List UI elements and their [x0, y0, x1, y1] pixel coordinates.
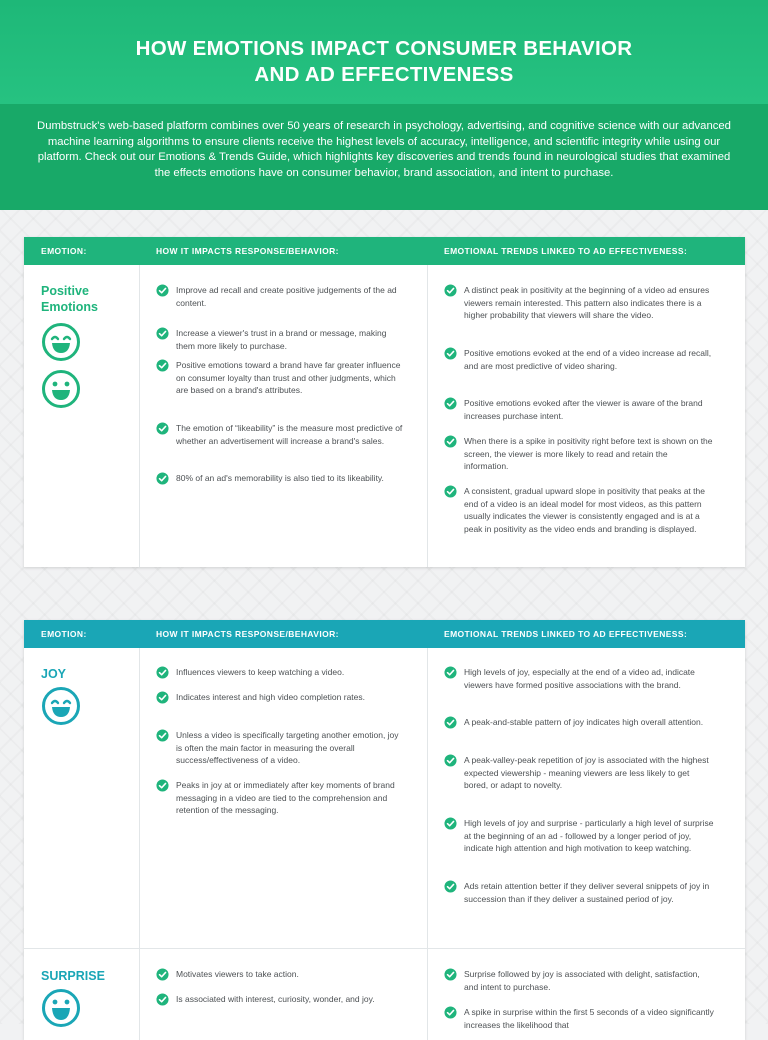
- check-circle-icon: [444, 347, 457, 360]
- list-item-text: High levels of joy, especially at the end of a video ad, indicate viewers have formed positive associations with the brand.: [464, 667, 695, 690]
- list-item: [176, 729, 406, 767]
- check-circle-icon: [444, 880, 457, 893]
- column-divider: [427, 648, 428, 1040]
- check-circle-icon: [444, 968, 457, 981]
- list-item-text: A peak-and-stable pattern of joy indicates high overall attention.: [464, 717, 704, 727]
- check-circle-icon: [444, 397, 457, 410]
- list-item: [464, 485, 714, 535]
- header-emotion: EMOTION:: [41, 629, 87, 639]
- list-item-text: A peak-valley-peak repetition of joy is associated with the highest expected viewership - meaning viewers are less likely to get bored, or adapt to novelty.: [464, 755, 709, 791]
- list-item-text: Peaks in joy at or immediately after key moments of brand messaging in a video are tied to the comprehension and retention of the messaging.: [176, 780, 395, 816]
- title-line-1: HOW EMOTIONS IMPACT CONSUMER BEHAVIOR: [135, 37, 633, 60]
- list-item: [464, 284, 714, 322]
- check-circle-icon: [156, 779, 169, 792]
- list-item-text: Positive emotions evoked after the viewer is aware of the brand increases purchase intent.: [464, 398, 703, 421]
- check-circle-icon: [156, 993, 169, 1006]
- check-circle-icon: [156, 666, 169, 679]
- intro-paragraph: Dumbstruck's web-based platform combines over 50 years of research in psychology, advertising, and cognitive science with our advanced machine learning algorithms to ensure clients receive the highest levels of accuracy, intelligence, and scientific integrity while using our platform. Check out our Emotions & Trends Guide, which highlights key discoveries and trends found in neurological studies that examined the effects emotions have on consumer behavior, brand association, and intent to purchase.: [37, 120, 731, 180]
- check-circle-icon: [444, 716, 457, 729]
- list-item-text: Positive emotions evoked at the end of a video increase ad recall, and are most predictive of video sharing.: [464, 348, 712, 371]
- column-divider: [427, 265, 428, 567]
- list-item: [176, 691, 406, 704]
- emotion-name-surprise: SURPRISE: [41, 969, 105, 983]
- intro-section: [0, 104, 768, 210]
- check-circle-icon: [156, 284, 169, 297]
- list-item: [464, 397, 714, 422]
- list-item-text: A distinct peak in positivity at the beginning of a video ad ensures viewers remain interested. This pattern also indicates there is a higher probability that viewers will share the video.: [464, 285, 710, 321]
- list-item: [176, 359, 406, 397]
- card-header: [24, 237, 745, 265]
- check-circle-icon: [444, 284, 457, 297]
- list-item-text: A consistent, gradual upward slope in positivity that peaks at the end of a video is an ideal model for most videos, as this pattern usually indicates the viewer is consistently engaged and is at a peak in positivity as the video ends and branding is displayed.: [464, 486, 705, 534]
- list-item-text: Surprise followed by joy is associated with delight, satisfaction, and intent to purchase.: [464, 969, 700, 992]
- list-item: [464, 716, 714, 729]
- list-item-text: Motivates viewers to take action.: [176, 969, 299, 979]
- list-item-text: Indicates interest and high video completion rates.: [176, 692, 366, 702]
- smiling-face-icon: [41, 322, 81, 362]
- check-circle-icon: [156, 968, 169, 981]
- header-trends: EMOTIONAL TRENDS LINKED TO AD EFFECTIVENESS:: [444, 629, 688, 639]
- header-emotion: EMOTION:: [41, 246, 87, 256]
- list-item: [176, 422, 406, 447]
- list-item-text: A spike in surprise within the first 5 seconds of a video significantly increases the likelihood that: [464, 1007, 714, 1030]
- list-item: [464, 880, 714, 905]
- column-divider: [139, 648, 140, 1040]
- check-circle-icon: [444, 435, 457, 448]
- list-item: [464, 754, 714, 792]
- check-circle-icon: [444, 666, 457, 679]
- check-circle-icon: [156, 472, 169, 485]
- list-item: [176, 327, 406, 352]
- check-circle-icon: [444, 1006, 457, 1019]
- check-circle-icon: [444, 754, 457, 767]
- check-circle-icon: [444, 817, 457, 830]
- list-item-text: Improve ad recall and create positive judgements of the ad content.: [176, 285, 397, 308]
- list-item-text: Ads retain attention better if they deliver several snippets of joy in succession than if they deliver a sustained period of joy.: [464, 881, 710, 904]
- list-item: [176, 666, 406, 679]
- check-circle-icon: [156, 327, 169, 340]
- title-line-2: AND AD EFFECTIVENESS: [254, 63, 514, 86]
- list-item-text: Unless a video is specifically targeting another emotion, joy is often the main factor in measuring the overall success/effectiveness of a video.: [176, 730, 399, 766]
- list-item: [176, 779, 406, 817]
- list-item: [464, 968, 714, 993]
- emotion-name-joy: JOY: [41, 667, 67, 681]
- list-item: [176, 968, 406, 981]
- header-trends: EMOTIONAL TRENDS LINKED TO AD EFFECTIVENESS:: [444, 246, 688, 256]
- smiling-face-icon: [41, 369, 81, 409]
- list-item-text: High levels of joy and surprise - particularly a high level of surprise at the beginning of an ad - followed by a longer period of joy, indicate high attention and high motivation to keep watching.: [464, 818, 714, 854]
- surprised-face-icon: [41, 988, 81, 1028]
- emotion-name: Positive Emotions: [41, 284, 98, 314]
- check-circle-icon: [156, 422, 169, 435]
- check-circle-icon: [156, 691, 169, 704]
- check-circle-icon: [444, 485, 457, 498]
- list-item-text: Positive emotions toward a brand have far greater influence on consumer loyalty than trust and other judgments, which are based on a brand's attributes.: [176, 360, 401, 396]
- list-item: [464, 666, 714, 691]
- check-circle-icon: [156, 359, 169, 372]
- list-item-text: When there is a spike in positivity right before text is shown on the screen, the viewer is more likely to read and retain the information.: [464, 436, 713, 472]
- card-header: [24, 620, 745, 648]
- list-item-text: Influences viewers to keep watching a video.: [176, 667, 345, 677]
- list-item: [176, 993, 406, 1006]
- list-item-text: The emotion of “likeability” is the measure most predictive of whether an advertisement will increase a brand's sales.: [176, 423, 403, 446]
- column-divider: [139, 265, 140, 567]
- joy-surprise-card: [24, 620, 745, 1040]
- header-impact: HOW IT IMPACTS RESPONSE/BEHAVIOR:: [156, 246, 339, 256]
- title-banner: [0, 0, 768, 104]
- check-circle-icon: [156, 729, 169, 742]
- smiling-face-icon: [41, 686, 81, 726]
- list-item-text: Increase a viewer's trust in a brand or message, making them more likely to purchase.: [176, 328, 387, 351]
- positive-emotions-card: [24, 237, 745, 567]
- list-item: [464, 1006, 714, 1031]
- list-item: [176, 284, 406, 309]
- list-item-text: 80% of an ad's memorability is also tied to its likeability.: [176, 473, 384, 483]
- list-item: [464, 435, 714, 473]
- row-divider: [24, 948, 745, 949]
- list-item: [176, 472, 406, 485]
- page-title: [0, 36, 768, 88]
- list-item: [464, 817, 714, 855]
- header-impact: HOW IT IMPACTS RESPONSE/BEHAVIOR:: [156, 629, 339, 639]
- list-item-text: Is associated with interest, curiosity, wonder, and joy.: [176, 994, 375, 1004]
- list-item: [464, 347, 714, 372]
